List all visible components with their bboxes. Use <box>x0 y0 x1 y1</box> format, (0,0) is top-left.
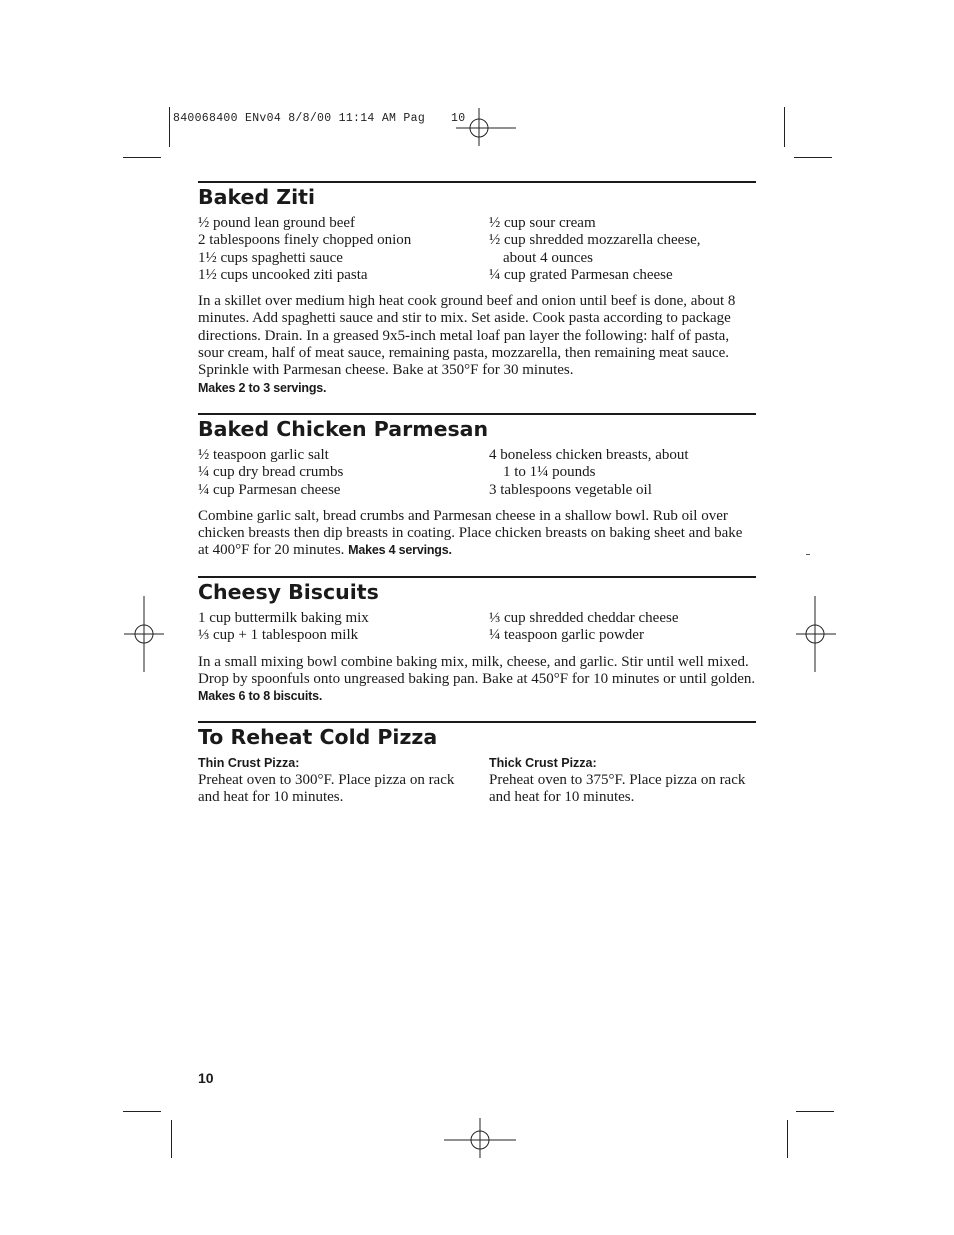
slug-page: 10 <box>451 112 466 125</box>
recipe-yield: Makes 4 servings. <box>348 543 452 558</box>
thin-crust <box>198 755 489 807</box>
directions-text: In a skillet over medium high heat cook ground beef and onion until beef is done, about 8 minutes. Add spaghetti sauce and stir to mix. Set aside. Cook pasta according to package directions. Drain. In a greased 9x5-inch metal loaf pan layer the following: half of pasta, sour cream, half of meat sauce, remaining pasta, mozzarella, then remaining meat sauce. Sprinkle with Parmesan cheese. Bake at 350°F for 30 minutes. <box>198 293 736 379</box>
ingredient-item: 1½ cups spaghetti sauce <box>198 249 343 266</box>
ingredients-left <box>198 447 489 499</box>
ingredient-item: ½ teaspoon garlic salt <box>198 447 329 463</box>
crop-mark-tl-h <box>123 157 161 158</box>
ingredients-left <box>198 215 489 284</box>
thin-crust-text: Preheat oven to 300°F. Place pizza on rack and heat for 10 minutes. <box>198 772 455 806</box>
section-title: To Reheat Cold Pizza <box>198 725 438 749</box>
section-rule <box>198 576 756 578</box>
ingredient-item: ⅓ cup shredded cheddar cheese <box>489 610 679 626</box>
crop-mark-tl-v <box>169 107 170 147</box>
crop-mark-br-v <box>787 1120 788 1158</box>
ingredient-item: ¼ cup dry bread crumbs <box>198 464 344 481</box>
ingredient-item: 2 tablespoons finely chopped onion <box>198 232 412 249</box>
directions-text: In a small mixing bowl combine baking mix, milk, cheese, and garlic. Stir until well mixed. Drop by spoonfuls onto ungreased baking pan. Bake at 450°F for 10 minutes or until golden. <box>198 653 756 687</box>
ingredient-item: 1½ cups uncooked ziti pasta <box>198 266 368 283</box>
thick-crust-label: Thick Crust Pizza: <box>489 756 597 770</box>
recipe-yield: Makes 6 to 8 biscuits. <box>198 689 323 704</box>
crop-mark-tr-v <box>784 107 785 147</box>
reheat-pizza-section <box>198 721 756 807</box>
crop-mark-tr-h <box>794 157 832 158</box>
page-number: 10 <box>198 1070 214 1086</box>
section-rule <box>198 721 756 723</box>
recipe-cheesy-biscuits <box>198 576 756 705</box>
ingredients <box>198 215 756 284</box>
directions-text: Combine garlic salt, bread crumbs and Parmesan cheese in a shallow bowl. Rub oil over chicken breasts then dip breasts in coating. Place chicken breasts on baking sheet and bake at 400°F for 20 minutes. <box>198 507 743 559</box>
crop-mark-bl-v <box>171 1120 172 1158</box>
recipe-yield: Makes 2 to 3 servings. <box>198 380 327 395</box>
registration-mark-right-icon <box>796 596 836 672</box>
ingredient-item: about 4 ounces <box>503 249 593 266</box>
recipe-baked-ziti <box>198 181 756 397</box>
section-rule <box>198 181 756 183</box>
recipe-directions <box>198 293 756 397</box>
ingredient-item: 1 cup buttermilk baking mix <box>198 610 369 626</box>
ingredients-right <box>489 447 756 499</box>
recipe-title: Cheesy Biscuits <box>198 580 379 604</box>
recipe-title: Baked Chicken Parmesan <box>198 417 489 441</box>
registration-mark-bottom-icon <box>444 1118 516 1158</box>
ingredients-right <box>489 215 756 284</box>
reheat-columns <box>198 755 756 807</box>
ingredient-item: ⅓ cup + 1 tablespoon milk <box>198 627 359 644</box>
ingredient-item: ½ pound lean ground beef <box>198 215 356 231</box>
ingredient-item: ½ cup sour cream <box>489 215 596 231</box>
ingredient-item: ¼ teaspoon garlic powder <box>489 627 644 644</box>
ingredient-item: 3 tablespoons vegetable oil <box>489 481 652 498</box>
recipe-directions <box>198 508 756 560</box>
registration-mark-top-icon <box>456 106 516 146</box>
ingredient-item: ½ cup shredded mozzarella cheese, <box>489 232 701 249</box>
ingredient-item: 1 to 1¼ pounds <box>503 464 596 481</box>
thick-crust <box>489 755 756 807</box>
recipe-directions <box>198 654 756 706</box>
slug-text: 840068400 ENv04 8/8/00 11:14 AM Pag <box>173 112 426 125</box>
thick-crust-text: Preheat oven to 375°F. Place pizza on rack and heat for 10 minutes. <box>489 772 746 806</box>
ingredient-item: ¼ cup grated Parmesan cheese <box>489 266 673 283</box>
ingredient-item: 4 boneless chicken breasts, about <box>489 447 689 463</box>
stray-mark <box>806 554 810 555</box>
registration-mark-left-icon <box>124 596 164 672</box>
ingredients <box>198 610 756 645</box>
ingredient-item: ¼ cup Parmesan cheese <box>198 481 341 498</box>
crop-mark-br-h <box>796 1111 834 1112</box>
section-rule <box>198 413 756 415</box>
printer-slug <box>173 112 465 125</box>
ingredients <box>198 447 756 499</box>
recipe-baked-chicken-parmesan <box>198 413 756 560</box>
ingredients-right <box>489 610 756 645</box>
ingredients-left <box>198 610 489 645</box>
recipe-title: Baked Ziti <box>198 185 315 209</box>
thin-crust-label: Thin Crust Pizza: <box>198 756 300 770</box>
crop-mark-bl-h <box>123 1111 161 1112</box>
